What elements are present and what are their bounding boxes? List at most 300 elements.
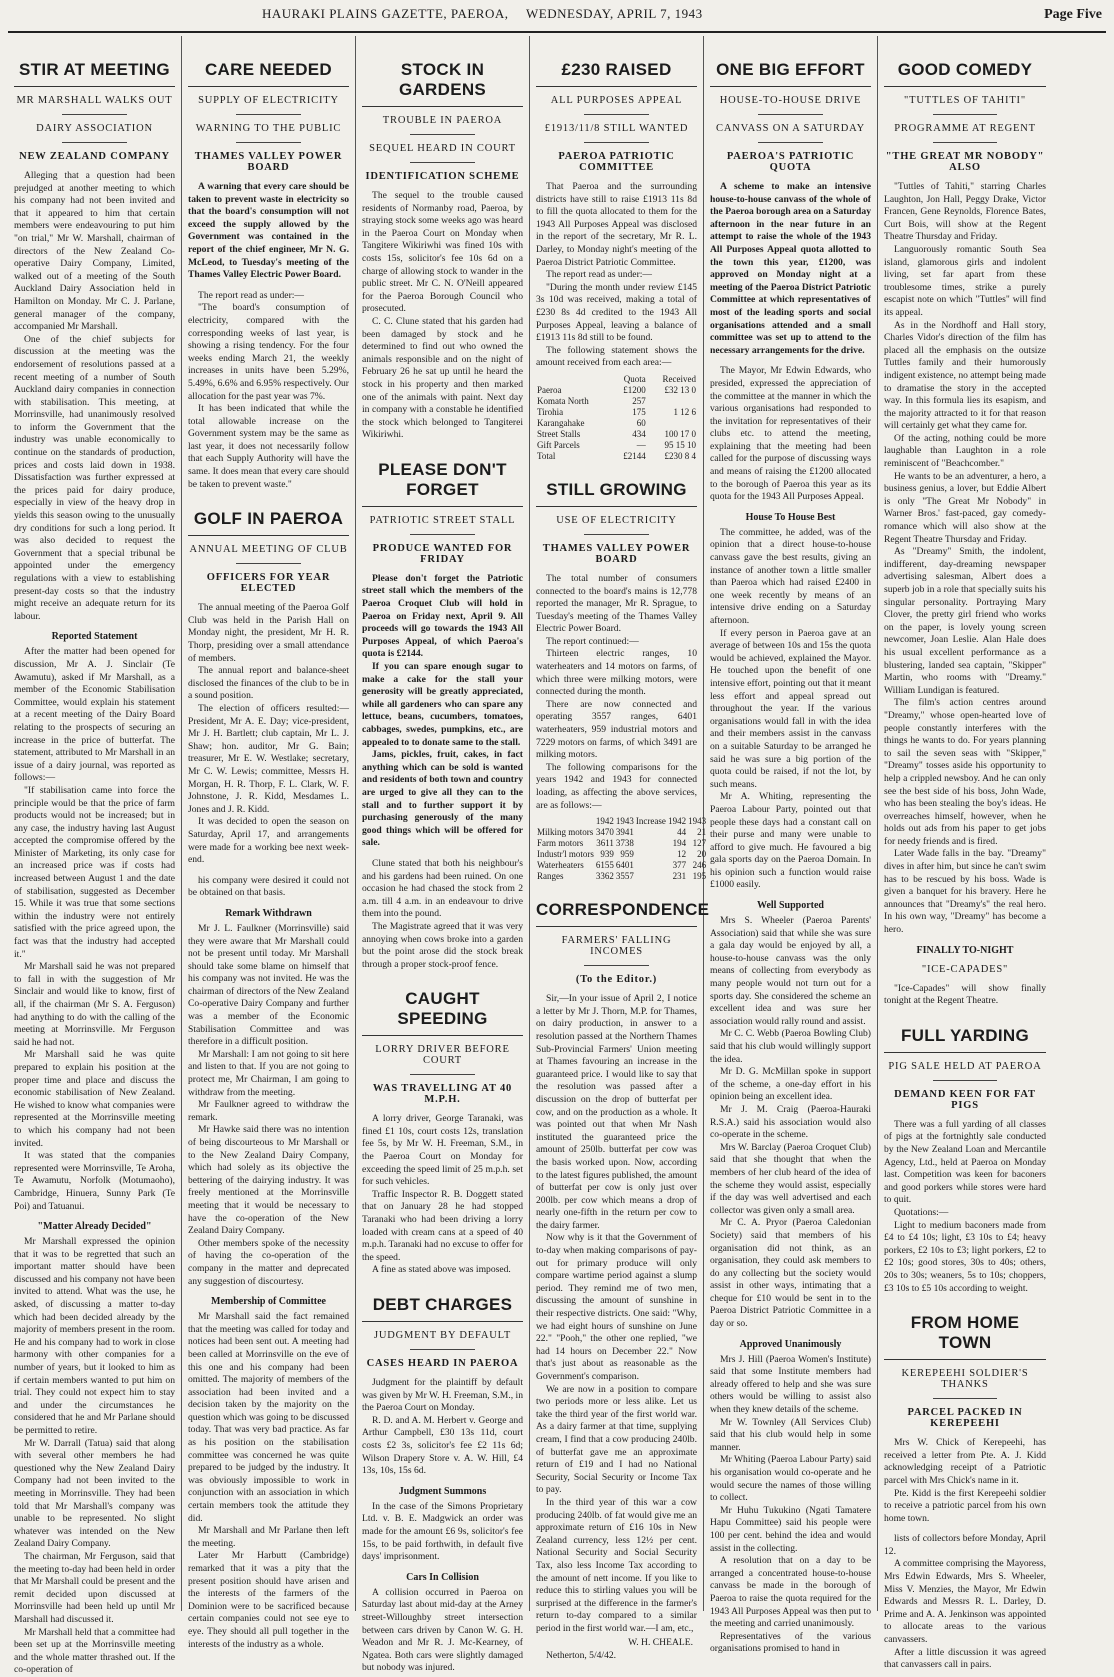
- article-body: [362, 1377, 523, 1478]
- paragraph: One of the chief subjects for discussion at the meeting was the endorsement of resolutions passed at a recent meeting of a number of South Auckland dairy companies in connection with stabilisation. This meeting, at Morrinsville, had unanimously resolved to inform the Government that the industry was unable economically to continue on the standards of production, prices and costs laid down in 1938. Dissatisfaction was further expressed at the prices paid for dairy produce, especially in view of the heavy drop in yields this season owing to the unusually dry conditions for such a long period. It was also decided to request the Government that a special tribunal be appointed under the emergency regulations with a view to establishing present-day costs so that the industry might receive an adequate return for its labour.: [14, 333, 175, 622]
- paragraph: Thirteen electric ranges, 10 waterheaters and 14 motors on farms, of which three were milking motors, were connected during the month.: [536, 648, 697, 698]
- paragraph: The election of officers resulted:— President, Mr A. E. Day; vice-president, Mr J. H. Bartlett; club captain, Mr L. J. Shaw; hon. auditor, Mr G. Bain; treasurer, Mr E. W. Westlake; secretary, Mr C. W. Lewis; committee, Messrs H. Morgan, H. R. Thorp, F. L. Clark, W. F. Johnstone, J. R. Kidd, Mesdames L. Jones and J. R. Kidd.: [188, 703, 349, 815]
- subheading: Membership of Committee: [211, 1296, 326, 1308]
- table-header: Received: [662, 373, 696, 384]
- article-body: [188, 181, 349, 282]
- article-body: [362, 573, 523, 850]
- article: [710, 60, 871, 357]
- table-row: [536, 860, 707, 871]
- paragraph: Later Mr Harbutt (Cambridge) remarked that it was a pity that the present position should have arisen and the interests of the farmers of the Dominion were to be sacrificed because certain companies could not see eye to eye. They should all pull together in the interests of the industry as a whole.: [188, 1550, 349, 1650]
- table-cell: 1 12 6: [673, 406, 696, 417]
- paragraph: It was stated that the companies represented were Morrinsville, Te Aroha, Te Awamutu, Norfolk (Motumaoho), Cambridge, Hinuera, Sunny Park (Te Poi) and Tatuanui.: [14, 1150, 175, 1212]
- article: [188, 60, 349, 282]
- article-body: [710, 365, 871, 504]
- headline: STILL GROWING: [536, 480, 697, 507]
- article-body: [14, 646, 175, 1213]
- paragraph: Mr Marshall and Mr Parlane then left the meeting.: [188, 1525, 349, 1549]
- paragraph: "Ice-Capades" will show finally tonight at the Regent Theatre.: [884, 982, 1046, 1007]
- paragraph: We are now in a position to compare two periods more or less alike. Let us take the third year of the first world war. As a dairy farmer at that time, supplying cream, I find that a cow producing 240lb. of butterfat gave me an approximate return of £19 and I had no National Security, Social Security or Income Tax to pay.: [536, 1383, 697, 1496]
- page-number: Page Five: [1044, 7, 1102, 22]
- article-body: [362, 1501, 523, 1564]
- table-cell: Tirohia: [537, 406, 564, 417]
- paragraph: The annual meeting of the Paeroa Golf Club was held in the Parish Hall on Monday night, the president, Mr H. R. Thorp, presiding over a small attendance of members.: [188, 602, 349, 664]
- article: [14, 631, 175, 1213]
- table-header: 1943: [688, 816, 707, 827]
- table-cell: Total: [537, 450, 556, 461]
- paragraph: If you can spare enough sugar to make a cake for the stall your generosity will be greatly appreciated, while all gardeners who can spare any lettuce, beans, cucumbers, tomatoes, cabbages, swedes, pumpkins, etc., are appealed to to donate same to the stall.: [362, 661, 523, 748]
- paragraph: The Magistrate agreed that it was very annoying when cows broke into a garden but the point arose did the stock break through a proper stock-proof fence.: [362, 920, 523, 970]
- article: [536, 479, 707, 882]
- letter-signature: W. H. CHEALE.: [628, 1637, 693, 1649]
- table-cell: 3738: [615, 838, 634, 849]
- paragraph: It has been indicated that while the total allowable increase on the Government system may be the same as last year, it does not necessarily follow that each Supply Authority will have the same. It does mean that every care should be taken to prevent waste.": [188, 403, 349, 490]
- headline: £230 RAISED: [536, 60, 697, 87]
- table-cell: 257: [632, 395, 646, 406]
- table-header: 1943: [615, 816, 634, 827]
- deck-line: (To the Editor.): [575, 974, 658, 986]
- paragraph: Mr Whiting (Paeroa Labour Party) said his organisation would co-operate and he would secure the names of those willing to collect.: [710, 1454, 871, 1504]
- article: [362, 858, 523, 971]
- deck-line: CANVASS ON A SATURDAY: [716, 123, 865, 134]
- letter-dateline: Netherton, 5/4/42.: [546, 1650, 617, 1662]
- paragraph: Mrs S. Wheeler (Paeroa Parents' Association) said that while she was sure a gala day would be enjoyed by all, a house-to-house canvass was the only means of collecting from everybody as many people would not turn out for a sports day. She considered the scheme an excellent idea and was sure her association would rally round and assist.: [710, 915, 871, 1027]
- table-cell: 175: [632, 406, 646, 417]
- paragraph: Mr Marshall said he was quite prepared to explain his position at the proper time and place and discuss the economic stabilisation of New Zealand. He wished to know what companies were represented at the Morrinsville meeting to which his company had not been invited.: [14, 1049, 175, 1149]
- paragraph: Mr Marshall held that a committee had been set up at the Morrinsville meeting and the whole matter thrashed out. If the co-operation of: [14, 1626, 175, 1676]
- paragraph: Mrs W. Barclay (Paeroa Croquet Club) said that she thought that when the members of her club heard of the idea of the scheme they would assist, especially if the day was well advertised and each collector was given only a small area.: [710, 1141, 871, 1216]
- table-row: [536, 440, 697, 451]
- table-cell: 127: [692, 838, 707, 849]
- paragraph: The report continued:—: [546, 635, 639, 647]
- paragraph: Languorously romantic South Sea island, glamorous girls and indolent living, set far apart from these troublesome times, strike a purely escapist note on which "Tuttles" will find its appeal.: [884, 243, 1046, 318]
- paragraph: He wants to be an adventurer, a hero, a business genius, a lover, but Eddie Albert is only "The Great Mr Nobody" in Warner Bros.' fast-paced, gay comedy-romance which will also show at the Regent Theatre Thursday and Friday.: [884, 470, 1046, 545]
- deck-line: "TUTTLES OF TAHITI": [904, 95, 1026, 106]
- subheading: Well Supported: [757, 900, 824, 912]
- paragraph: Mr Huhu Tukukino (Ngati Tamatere Hapu Committee) said his people were 100 per cent. behind the idea and would assist in the collecting.: [710, 1504, 871, 1554]
- paragraph: Pte. Kidd is the first Kerepeehi soldier to receive a patriotic parcel from his own home town.: [884, 1487, 1046, 1524]
- deck-line: PIG SALE HELD AT PAEROA: [888, 1060, 1042, 1072]
- headline: GOOD COMEDY: [884, 60, 1046, 87]
- paragraph: A committee comprising the Mayoress, Mrs Edwin Edwards, Mrs S. Wheeler, Miss V. Menzies, the Mayor, Mr Edwin Edwards and Messrs R. L. Darley, D. Prime and A. A. Jenkinson was appointed to allocate areas to the various canvassers.: [884, 1558, 1046, 1646]
- article: [710, 900, 871, 1331]
- table-cell: Street Stalls: [537, 428, 581, 439]
- table-cell: £230 8 4: [664, 450, 696, 461]
- paragraph: Mr Marshall: I am not going to sit here and listen to that. If you are not going to protect me, Mr Chairman, I am going to withdraw from the meeting.: [188, 1048, 349, 1098]
- column-4: [530, 36, 710, 1662]
- table-cell: £1200: [623, 384, 646, 395]
- table-cell: 44: [677, 827, 687, 838]
- deck-line: PRODUCE WANTED FOR FRIDAY: [372, 542, 513, 565]
- headline: CORRESPONDENCE: [536, 900, 697, 927]
- subheading: Remark Withdrawn: [225, 907, 312, 919]
- deck-line: "THE GREAT MR NOBODY" ALSO: [885, 151, 1045, 173]
- table-header: Increase 1942: [635, 816, 687, 827]
- paragraph: Mr Hawke said there was no intention of being discourteous to Mr Marshall or to the New Zealand Dairy Company, which had solely as its objective the bettering of the dairying industry. It was freely mentioned at the Morrinsville meeting that it would be necessary to have the co-operation of the New Zealand Dairy Company.: [188, 1124, 349, 1237]
- table-cell: 231: [672, 871, 687, 882]
- paragraph: In the third year of this war a cow producing 240lb. of fat would give me an approximate return of £16 10s in New Zealand currency, less 12½ per cent. National Security and Social Security Tax, also less Income Tax according to the amount of nett income. If you like to reduce this to stirling values you will be surprised at the difference in the farmer's return to-day compared to a similar period in the first world war.—I am, etc.,: [536, 1496, 697, 1634]
- paragraph: The film's action centres around "Dreamy," whose open-hearted love of people constantly interferes with the things he wants to do. For years planning to sail the seven seas with "Skipper," "Dreamy" tosses aside his opportunity to help a crippled newsboy. And he can only see the best side of his boss, John Wade, who has been stealing the boy's ideas. He overreaches himself, however, when he holds out ads from his paper to get jobs for needy friends and is fired.: [884, 697, 1046, 847]
- article-body: [536, 993, 697, 1635]
- paragraph: Later Wade falls in the bay. "Dreamy" dives in after him, but since he can't swim has to be rescued by his boss. Wade is given a banquet for his bravery. Here he announces that "Dreamy's" the real hero. In his own way, "Dreamy" has become a hero.: [884, 848, 1046, 936]
- paragraph: Mr Marshall said he was not prepared to fall in with the suggestion of Mr Sinclair and would like to know, first of all, if the chairman (Mr S. A. Ferguson) had anything to do with the calling of the meeting at Morrinsville. Mr Ferguson said he had not.: [14, 961, 175, 1048]
- article-body: [362, 190, 523, 442]
- deck-rule: [584, 142, 648, 143]
- paragraph: The report read as under:—: [546, 269, 653, 281]
- table-cell: Waterheaters: [537, 860, 584, 871]
- deck-line: "ICE-CAPADES": [921, 963, 1009, 975]
- table-cell: 6155: [595, 860, 614, 871]
- paragraph: If every person in Paeroa gave at an average of between 10s and 15s the quota would be achieved, explained the Mayor. He touched upon the benefit of one intensive effort, pointing out that it meant less effort and appeal spread out throughout the year. If the various organisations would fall in with the idea and their members assist in the canvass on a suitable Saturday to be arranged he said he was sure a big portion of the quota could be raised, if not the lot, by such means.: [710, 627, 871, 790]
- paragraph: A warning that every care should be taken to prevent waste in electricity so that the board's consumption will not exceed the supply allowed by the Government was contained in the report of the chief engineer, Mr N. G. McLeod, to Tuesday's meeting of the Thames Valley Electric Power Board.: [188, 181, 349, 281]
- paragraph: The total number of consumers connected to the board's mains is 12,778 reported the manager, Mr R. Sprague, to Tuesday's meeting of the Thames Valley Electric Power Board.: [536, 572, 697, 635]
- headline: FULL YARDING: [884, 1026, 1046, 1053]
- table-row: [536, 429, 697, 440]
- table-row: [536, 451, 697, 462]
- deck-line: WAS TRAVELLING AT 40 M.P.H.: [372, 1083, 513, 1106]
- article-body: [536, 181, 697, 370]
- deck-line: THAMES VALLEY POWER BOARD: [542, 542, 691, 565]
- table-cell: Milking motors: [537, 827, 594, 838]
- deck-line: SUPPLY OF ELECTRICITY: [198, 95, 339, 106]
- deck-line: DEMAND KEEN FOR FAT PIGS: [894, 1088, 1036, 1111]
- deck-line: OFFICERS FOR YEAR ELECTED: [206, 572, 331, 595]
- paragraph: Mrs J. Hill (Paeroa Women's Institute) said that some Institute members had already offered to help and she was sure others would be willing to assist also when they knew details of the scheme.: [710, 1353, 871, 1416]
- paragraph: R. D. and A. M. Herbert v. George and Arthur Campbell, £30 13s 11d, court costs £2 3s, solicitor's fee £2 11s 6d; Wilson Drapery Store v. A. W. Hill, £4 13s, 10s, 15s 6d.: [362, 1414, 523, 1477]
- paragraph: Mr J. L. Faulkner (Morrinsville) said they were aware that Mr Marshall could not be present until today. Mr Marshall should take some blame on himself that his company was not invited. He was the chairman of directors of the New Zealand Co-operative Dairy Company and further was a member of the Economic Stabilisation Committee and was therefore in a difficult position.: [188, 922, 349, 1048]
- article: [362, 460, 523, 850]
- deck-rule: [236, 142, 300, 143]
- article-body: [14, 170, 175, 623]
- article: [362, 1572, 523, 1675]
- article: [536, 900, 710, 1663]
- deck-line: IDENTIFICATION SCHEME: [365, 171, 520, 182]
- deck-rule: [236, 114, 300, 115]
- article: [362, 989, 523, 1277]
- deck-line: FARMERS' FALLING INCOMES: [561, 935, 672, 958]
- headline: ONE BIG EFFORT: [710, 60, 871, 87]
- headline: STOCK IN GARDENS: [362, 60, 523, 107]
- table-header: Quota: [623, 373, 646, 384]
- paragraph: lists of collectors before Monday, April 12.: [884, 1533, 1046, 1557]
- article-body: [536, 573, 697, 812]
- table-cell: 95 15 10: [664, 439, 696, 450]
- paragraph: Mr Faulkner agreed to withdraw the remark.: [188, 1099, 349, 1123]
- subheading: Cars In Collision: [406, 1571, 479, 1583]
- table-cell: 6401: [615, 860, 634, 871]
- deck-rule: [410, 534, 474, 535]
- figures-table: [536, 816, 707, 882]
- table-cell: Paeroa: [537, 384, 562, 395]
- deck-rule: [236, 563, 300, 564]
- paragraph: Mr Marshall expressed the opinion that it was to be regretted that such an important matter should have been discussed and his company not have been invited to attend. What was the use, he asked, of discussing a matter to-day which had been decided already by the majority of members present in the room. He and his company had to work in close harmony with other companies for a number of years, but it looked to him as if certain members wanted to put him on trial. They could not expect him to stay and under the circumstances he considered that he and Mr Parlane should be permitted to retire.: [14, 1236, 175, 1436]
- subheading: Reported Statement: [51, 631, 138, 643]
- table-cell: Ranges: [537, 871, 564, 882]
- headline: STIR AT MEETING: [14, 60, 175, 87]
- paragraph: Mr D. G. McMillan spoke in support of the scheme, a one-day effort in his opinion being an excellent idea.: [710, 1066, 871, 1103]
- paragraph: The annual report and balance-sheet disclosed the finances of the club to be in a sound position.: [188, 665, 349, 702]
- deck-line: PARCEL PACKED IN KEREPEEHI: [907, 1407, 1023, 1430]
- subheading: Judgment Summons: [398, 1485, 487, 1497]
- deck-rule: [933, 1398, 998, 1399]
- article: [884, 945, 1046, 1008]
- article-body: [884, 1533, 1046, 1672]
- table-row: [536, 385, 697, 396]
- subheading: Approved Unanimously: [739, 1338, 842, 1350]
- deck-line: USE OF ELECTRICITY: [556, 514, 677, 526]
- table-cell: —: [636, 439, 646, 450]
- paragraph: Other members spoke of the necessity of having the co-operation of the company in the matter and deprecated any suggestion of discourtesy.: [188, 1237, 349, 1287]
- deck-rule: [62, 114, 126, 115]
- article-body: [362, 1587, 523, 1675]
- paragraph: Mr Marshall said the fact remained that the meeting was called for today and notices had been sent out. A meeting had been called at Morrinsville on the eve of this one and his company had been omitted. The majority of members of the association had been invited and a decision taken by the majority on the question which was going to be discussed today. That was very bad practice. As far as his position on the stabilisation committee was concerned he was quite prepared to be judged by the industry. It was obviously impossible to work in conjunction with an association in which certain members took the attitude they did.: [188, 1311, 349, 1524]
- article-body: [710, 915, 871, 1331]
- table-cell: 12: [677, 849, 687, 860]
- subheading: "Matter Already Decided": [37, 1221, 152, 1233]
- deck-rule: [933, 142, 998, 143]
- subheading: House To House Best: [745, 511, 836, 523]
- table-cell: £2144: [623, 450, 646, 461]
- deck-rule: [584, 965, 648, 966]
- deck-rule: [584, 114, 648, 115]
- column-5: [704, 36, 878, 1655]
- paragraph: Judgment for the plaintiff by default was given by Mr W. H. Freeman, S.M., in the Paeroa Court on Monday.: [362, 1377, 523, 1414]
- table-cell: 3941: [615, 827, 634, 838]
- paragraph: Jams, pickles, fruit, cakes, in fact anything which can be sold is wanted and residents of both town and country are urged to give all they can to the stall and to further support it by purchasing generously of the many good things which will be offered for sale.: [362, 749, 523, 849]
- deck-rule: [410, 162, 474, 163]
- column-1: [8, 36, 182, 1676]
- article-body: [188, 875, 349, 900]
- deck-line: NEW ZEALAND COMPANY: [19, 151, 170, 162]
- paragraph: A resolution that on a day to be arranged a concentrated house-to-house canvass be made in the borough of Paeroa to raise the quota required for the 1943 All Purposes Appeal was then put to the meeting and carried unanimously.: [710, 1555, 871, 1630]
- paragraph: That Paeroa and the surrounding districts have still to raise £1913 11s 8d to fill the quota allocated to them for the 1943 All Purposes Appeal was disclosed in the report of the secretary, Mr R. L. Darley, to Monday night's meeting of the Paeroa District Patriotic Committee.: [536, 181, 697, 268]
- article: [188, 290, 349, 492]
- table-header: 1942: [595, 816, 614, 827]
- paragraph: Representatives of the various organisations promised to hand in: [710, 1630, 871, 1655]
- article: [710, 1339, 871, 1656]
- table-row: [536, 827, 707, 838]
- paragraph: Mrs W. Chick of Kerepeehi, has received a letter from Pte. A. J. Kidd acknowledging receipt of a Patriotic parcel with Mrs Chick's name in it.: [884, 1437, 1046, 1486]
- table-cell: Industr'l motors: [537, 849, 594, 860]
- table-cell: Farm motors: [537, 838, 584, 849]
- paragraph: Mr C. A. Pryor (Paeroa Caledonian Society) said that members of his organisation did not think, as an organisation, they could ask members to do any collecting but the society would assist in other ways, intimating that a cheque for £10 would be sent in to the Paeroa District Patriotic Committee in a day or so.: [710, 1217, 871, 1330]
- article-body: [710, 527, 871, 892]
- deck-line: TROUBLE IN PAEROA: [382, 115, 503, 126]
- paragraph: The committee, he added, was of the opinion that a direct house-to-house canvass gave the best results, giving an instance of another town a little smaller than Paeroa which had raised £2400 in one week recently by means of an intensive drive ending on a Saturday afternoon.: [710, 526, 871, 626]
- subheading: FINALLY TO-NIGHT: [916, 944, 1014, 956]
- paragraph: The report read as under:—: [198, 289, 305, 301]
- article-body: [362, 1113, 523, 1277]
- headline: CAUGHT SPEEDING: [362, 989, 523, 1036]
- masthead-title: [262, 6, 717, 22]
- table-cell: [647, 418, 697, 429]
- article: [710, 512, 871, 892]
- table-cell: 434: [632, 428, 646, 439]
- deck-line: JUDGMENT BY DEFAULT: [373, 1330, 512, 1341]
- paragraph: A scheme to make an intensive house-to-house canvass of the whole of the Paeroa borough area on a Saturday afternoon in the near future in an attempt to raise the whole of the 1943 All Purposes Appeal quota allotted to the town this year, £1200, was approved on Monday night at a meeting of the Paeroa District Patriotic Committee at which representatives of most of the leading sports and social organisations attended and a small committee was set up to attend to the necessary arrangements for the drive.: [710, 181, 871, 356]
- paragraph: A fine as stated above was imposed.: [372, 1264, 511, 1276]
- article-body: [884, 983, 1046, 1008]
- article: [188, 1296, 349, 1651]
- deck-line: SEQUEL HEARD IN COURT: [369, 143, 516, 154]
- deck-line: PROGRAMME AT REGENT: [894, 123, 1036, 134]
- table-cell: 246: [692, 860, 707, 871]
- deck-rule: [933, 1080, 998, 1081]
- table-cell: 20: [697, 849, 707, 860]
- paragraph: It was decided to open the season on Saturday, April 17, and arrangements were made for a working bee next week-end.: [188, 816, 349, 866]
- deck-line: PATRIOTIC STREET STALL: [369, 514, 516, 526]
- table-row: [536, 396, 697, 407]
- paragraph: The following statement shows the amount received from each area:—: [536, 344, 697, 369]
- table-cell: 194: [672, 838, 687, 849]
- article-body: [710, 181, 871, 357]
- article: [536, 60, 697, 462]
- table-cell: 100 17 0: [664, 428, 696, 439]
- paragraph: Mr A. Whiting, representing the Paeroa Labour Party, pointed out that people these days had a constant call on their purse and many were unable to afford to give much. He favoured a big gala sports day on the Paeroa Domain. In his opinion such a function would raise £1000 easily.: [710, 791, 871, 891]
- article-body: [188, 290, 349, 492]
- columns: [8, 36, 1106, 1676]
- paragraph: C. C. Clune stated that his garden had been damaged by stock and he determined to find out who owned the animals responsible and on the night of February 26 he sat up until he heard the stock in his property and then marked one of the animals with paint. Next day in company with a constable he identified the stock which belonged to Tangiterei Wikiriwhi.: [362, 315, 523, 441]
- article: [188, 875, 349, 900]
- deck-line: ANNUAL MEETING OF CLUB: [189, 544, 348, 556]
- paragraph: Mr W. Townley (All Services Club) said that his club would help in some manner.: [710, 1416, 871, 1453]
- paragraph: A collision occurred in Paeroa on Saturday last about mid-day at the Arney street-Willoughby street intersection between cars driven by Canon W. G. H. Weadon and Mr R. J. Mc-Kearney, of Ngatea. Both cars were slightly damaged but nobody was injured.: [362, 1586, 523, 1674]
- article-body: [362, 858, 523, 971]
- table-row: [536, 871, 707, 882]
- table-row: [536, 849, 707, 860]
- paragraph: Sir,—In your issue of April 2, I notice a letter by Mr J. Thorn, M.P. for Thames, on dairy production, in answer to a resolution passed at the Northern Thames Sub-Provincial Farmers' Union meeting at Thames favouring an increase in the guaranteed price. I would like to say that the resolution was passed after a discussion on the drop of butterfat per cow, and on the production as a whole. It was pointed out that when Mr Nash instituted the guaranteed price the amount of 250lb. butterfat per cow was the basis worked upon. Now, according to the latest figures published, the amount of butterfat per cow is only just over 200lb. per cow which means a drop of nearly one-fifth in the return per cow to the dairy farmer.: [536, 993, 697, 1231]
- table-cell: 21: [697, 827, 707, 838]
- paragraph: "During the month under review £145 3s 10d was received, making a total of £230 8s 4d credited to the 1943 All Purposes Appeal, leaving a balance of £1913 11s 8d still to be found.: [536, 281, 697, 344]
- article-body: [884, 1437, 1046, 1525]
- deck-line: WARNING TO THE PUBLIC: [195, 123, 342, 134]
- paragraph: As "Dreamy" Smith, the indolent, indifferent, day-dreaming newspaper advertising salesman, Albert does a superb job in a role that specially suits his singular personality. Portraying Mary Clover, the pretty girl friend who works on the paper, is lovely young screen newcomer, Joan Leslie. Alan Hale does his usual excellent performance as a blustering, landed sea captain, "Skipper" Martin, who rooms with "Dreamy." William Lundigan is featured.: [884, 546, 1046, 696]
- table-cell: Komata North: [537, 395, 589, 406]
- headline: DEBT CHARGES: [362, 1295, 523, 1322]
- article: [884, 1026, 1046, 1295]
- deck-line: DAIRY ASSOCIATION: [36, 123, 153, 134]
- paragraph: "Tuttles of Tahiti," starring Charles Laughton, Jon Hall, Peggy Drake, Victor Francen, Gene Reynolds, Florence Bates, Curt Bois, will show at the Regent Theatre Thursday and Friday.: [884, 181, 1046, 243]
- deck-rule: [584, 534, 648, 535]
- table-cell: 959: [620, 849, 634, 860]
- paragraph: Light to medium baconers made from £4 to £4 10s; light, £3 10s to £4; heavy porkers, £2 10s to £3; light porkers, £2 to £2 10s; good stores, 30s to 40s; others, 20s to 30s; weaners, 5s to 10s; choppers, £3 10s to £5 10s according to weight.: [884, 1219, 1046, 1294]
- paragraph: Clune stated that both his neighbour's and his gardens had been ruined. On one occasion he had chased the stock from 2 a.m. till 4 a.m. in an endeavour to drive them into the pound.: [362, 857, 523, 920]
- article: [362, 1486, 523, 1564]
- table-cell: £32 13 0: [664, 384, 696, 395]
- deck-line: £1913/11/8 STILL WANTED: [544, 123, 689, 134]
- article: [14, 1221, 175, 1677]
- deck-rule: [410, 134, 474, 135]
- deck-line: CASES HEARD IN PAEROA: [366, 1358, 519, 1369]
- deck-line: MR MARSHALL WALKS OUT: [16, 95, 173, 106]
- article-body: [884, 1119, 1046, 1295]
- paragraph: As in the Nordhoff and Hall story, Charles Vidor's direction of the film has placed all the emphasis on the outsize Tuttles family and their humorously indigent existence, no attempt being made to dramatise the story in the accepted way. In this formula lies its esapism, and the majority attracted to it for that reason will certainly get what they came for.: [884, 319, 1046, 432]
- table-cell: 60: [636, 417, 646, 428]
- article: [884, 1533, 1046, 1672]
- deck-rule: [758, 142, 822, 143]
- column-6: [878, 36, 1052, 1671]
- paragraph: The sequel to the trouble caused residents of Normanby road, Paeroa, by straying stock some weeks ago was heard in the Paeroa Court on Monday when Tangitere Wikiriwhi was fined 10s with costs 15s, solicitor's fee 10s 6d on a charge of allowing stock to wander in the public street. Mr C. N. O'Neill appeared for the Paeroa Borough Council who prosecuted.: [362, 190, 523, 315]
- paragraph: his company were desired it could not be obtained on that basis.: [188, 874, 349, 899]
- article: [14, 60, 175, 623]
- paragraph: Traffic Inspector R. B. Doggett stated that on January 28 he had stopped Taranaki who had been driving a lorry loaded with cream cans at a speed of 40 m.p.h. Taranaki had no excuse to offer for the speed.: [362, 1188, 523, 1263]
- deck-rule: [410, 1074, 474, 1075]
- table-header: [536, 374, 612, 385]
- deck-rule: [410, 1349, 474, 1350]
- table-header-row: [536, 816, 707, 827]
- masthead: [8, 6, 1106, 33]
- headline: GOLF IN PAEROA: [188, 509, 349, 536]
- paragraph: After the matter had been opened for discussion, Mr A. J. Sinclair (Te Awamutu), asked if Mr Marshall, as a member of the Economic Stabilisation Committee, would explain his statement at a recent meeting of the Dairy Board relating to the prospects of securing an increase in the price of butterfat. The statement, attributed to Mr Marshall in an issue of a dairy journal, was reported as follows:—: [14, 646, 175, 784]
- headline: CARE NEEDED: [188, 60, 349, 87]
- paragraph: Mr J. M. Craig (Paeroa-Hauraki R.S.A.) said his association would also co-operate in the scheme.: [710, 1103, 871, 1141]
- paragraph: "If stabilisation came into force the principle would be that the price of farm products would not be increased; but in any case, the industry having last August accepted the compromise offered by the Minister of Marketing, its only case for an increased price was if costs had increased between August 1 and the date of stabilisation, suggested as December 15. While it was true that some sections within the industry were not entirely satisfied with the price agreed upon, the fact was that the industry had accepted it.": [14, 784, 175, 960]
- column-2: [182, 36, 356, 1650]
- paragraph: There was a full yarding of all classes of pigs at the fortnightly sale conducted by the New Zealand Loan and Mercantile Agency, Ltd., held at Paeroa on Monday last. Competition was keen for baconers and good porkers while stores were hard to quit.: [884, 1118, 1046, 1206]
- deck-line: PAEROA'S PATRIOTIC QUOTA: [726, 151, 855, 173]
- deck-rule: [933, 114, 998, 115]
- article: [188, 509, 349, 866]
- article: [884, 1313, 1046, 1525]
- article-body: [14, 1236, 175, 1677]
- paragraph: The chairman, Mr Ferguson, said that the meeting to-day had been held in order that Mr Marshall could be present and the remit decided upon discussed at Morrinsville had been held up until Mr Marshall had discussed it.: [14, 1550, 175, 1625]
- deck-rule: [758, 114, 822, 115]
- paragraph: There are now connected and operating 3557 ranges, 6401 waterheaters, 959 industrial motors and 7229 motors on farms, of which 3491 are milking motors.: [536, 698, 697, 761]
- paper-name: HAURAKI PLAINS GAZETTE, PAEROA,: [262, 6, 509, 21]
- table-row: [536, 838, 707, 849]
- paragraph: A lorry driver, George Taranaki, was fined £1 10s, court costs 12s, translation fee 5s, by Mr W. H. Freeman, S.M., in the Paeroa Court on Monday for exceeding the speed limit of 25 m.p.h. set for such vehicles.: [362, 1113, 523, 1188]
- paragraph: The following comparisons for the years 1942 and 1943 for connected loading, as affecting the above services, are as follows:—: [536, 761, 697, 811]
- deck-line: PAEROA PATRIOTIC COMMITTEE: [558, 151, 675, 173]
- deck-line: ALL PURPOSES APPEAL: [550, 95, 683, 106]
- paragraph: In the case of the Simons Proprietary Ltd. v. B. E. Madgwick an order was made for the amount £6 9s, solicitor's fee 15s, to be paid forthwith, in default five days' imprisonment.: [362, 1500, 523, 1563]
- deck-line: LORRY DRIVER BEFORE COURT: [375, 1044, 510, 1067]
- article: [710, 365, 871, 504]
- deck-line: KEREPEEHI SOLDIER'S THANKS: [901, 1368, 1029, 1391]
- paragraph: Quotations:—: [894, 1206, 949, 1218]
- article: [884, 60, 1046, 937]
- table-cell: 377: [672, 860, 687, 871]
- table-row: [536, 418, 697, 429]
- issue-date: WEDNESDAY, APRIL 7, 1943: [526, 6, 703, 21]
- article-body: [884, 181, 1046, 937]
- table-cell: Karangahake: [537, 417, 585, 428]
- table-cell: 195: [692, 871, 707, 882]
- headline: FROM HOME TOWN: [884, 1313, 1046, 1360]
- table-cell: 3557: [615, 871, 634, 882]
- deck-line: HOUSE-TO-HOUSE DRIVE: [719, 95, 862, 106]
- paragraph: Please don't forget the Patriotic street stall which the members of the Paeroa Croquet Club will hold in Paeroa on Friday next, April 9. All proceeds will go towards the 1943 All Purposes Appeal, of which Paeroa's quota is £2144.: [362, 572, 523, 660]
- table-cell: 939: [600, 849, 614, 860]
- article-body: [188, 923, 349, 1288]
- figures-table: [536, 374, 697, 462]
- article-body: [188, 602, 349, 866]
- paragraph: The Mayor, Mr Edwin Edwards, who presided, expressed the appreciation of the committee at the manner in which the various organisations had responded to the invitation for representatives of their clubs etc. to attend the meeting, explaining that the meeting had been called for the purpose of discussing ways and means of raising the £1200 allocated to the borough of Paeroa this year as its quota for the 1943 All Purposes Appeal.: [710, 365, 871, 503]
- table-cell: Gift Parcels: [537, 439, 580, 450]
- article: [188, 908, 349, 1288]
- paragraph: After a little discussion it was agreed that canvassers call in pairs.: [884, 1646, 1046, 1671]
- table-row: [536, 407, 697, 418]
- article-body: [188, 1311, 349, 1651]
- paragraph: Alleging that a question had been prejudged at another meeting to which his company had not been invited and that it appeared to him that certain members were endeavouring to put him "on trial," Mr W. Marshall, chairman of directors of the New Zealand Co-operative Dairy Company, Limited, walked out of a meeting of the South Auckland Dairy Association held in Hamilton on Monday. Mr C. J. Parlane, general manager of the company, accompanied Mr Marshall.: [14, 170, 175, 333]
- article: [362, 60, 523, 442]
- paragraph: Mr W. Darrall (Tatua) said that along with several other members he had questioned why the New Zealand Dairy Company had not been invited to the meeting in Morrinsville. They had been told that Mr Marshall's company was unable to be represented. No slight whatever was intended on the New Zealand Dairy Company.: [14, 1437, 175, 1550]
- table-header-row: [536, 374, 697, 385]
- article: [362, 1295, 523, 1478]
- paragraph: Mr C. C. Webb (Paeroa Bowling Club) said that his club would willingly support the idea.: [710, 1028, 871, 1065]
- column-3: [356, 36, 530, 1674]
- table-cell: [647, 396, 697, 407]
- deck-rule: [62, 142, 126, 143]
